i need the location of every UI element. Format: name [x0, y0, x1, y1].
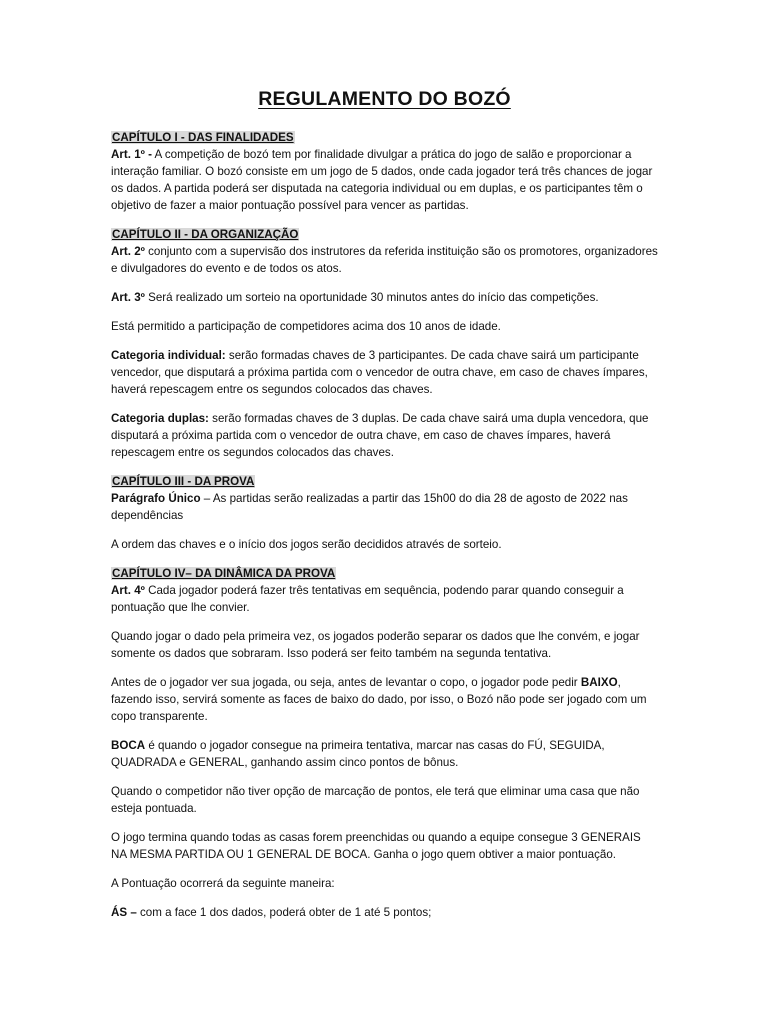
art-1-label: Art. 1º - — [111, 148, 152, 161]
chapter-4 — [111, 565, 658, 616]
chapter-3-heading: CAPÍTULO III - DA PROVA — [112, 475, 255, 488]
as-text: com a face 1 dos dados, poderá obter de 1 até 5 pontos; — [136, 906, 432, 919]
boca-text: é quando o jogador consegue na primeira tentativa, marcar nas casas do FÚ, SEGUIDA, QUADRADA e GENERAL, ganhando assim cinco pontos de bônus. — [111, 739, 605, 769]
art-3-paragraph — [111, 289, 658, 306]
doubles-category-text: serão formadas chaves de 3 duplas. De cada chave sairá uma dupla vencedora, que disputará a próxima partida com o vencedor de outra chave, em caso de chaves ímpares, haverá repescagem entre os segundos colocados das chaves. — [111, 412, 649, 459]
art-3-text: Será realizado um sorteio na oportunidade 30 minutos antes do início das competições. — [144, 291, 599, 304]
art-4-text: Cada jogador poderá fazer três tentativas em sequência, podendo parar quando conseguir a pontuação que lhe convier. — [111, 584, 624, 614]
document-body — [111, 129, 658, 921]
chapter-2-heading: CAPÍTULO II - DA ORGANIZAÇÃO — [112, 228, 299, 241]
chapter-4-heading: CAPÍTULO IV– DA DINÂMICA DA PROVA — [112, 567, 336, 580]
baixo-pre-text: Antes de o jogador ver sua jogada, ou seja, antes de levantar o copo, o jogador pode pedir — [111, 676, 581, 689]
art-3-label: Art. 3º — [111, 291, 145, 304]
sole-paragraph-text: – As partidas serão realizadas a partir das 15h00 do dia 28 de agosto de 2022 nas dependências — [111, 492, 628, 522]
dice-paragraph: Quando jogar o dado pela primeira vez, os jogados poderão separar os dados que lhe convém, e jogar somente os dados que sobraram. Isso poderá ser feito também na segunda tentativa. — [111, 630, 640, 660]
individual-category-label: Categoria individual: — [111, 349, 226, 362]
art-2-label: Art. 2º — [111, 245, 145, 258]
individual-category-paragraph — [111, 347, 658, 398]
chapter-3 — [111, 473, 658, 524]
chapter-2 — [111, 226, 658, 277]
age-paragraph: Está permitido a participação de competidores acima dos 10 anos de idade. — [111, 320, 501, 333]
boca-label: BOCA — [111, 739, 146, 752]
baixo-paragraph — [111, 674, 658, 725]
as-paragraph — [111, 904, 658, 921]
boca-paragraph — [111, 737, 658, 771]
game-end-paragraph: O jogo termina quando todas as casas forem preenchidas ou quando a equipe consegue 3 GENERAIS NA MESMA PARTIDA OU 1 GENERAL DE BOCA. Ganha o jogo quem obtiver a maior pontuação. — [111, 831, 641, 861]
art-4-label: Art. 4º — [111, 584, 145, 597]
art-2-text: conjunto com a supervisão dos instrutores da referida instituição são os promotores, organizadores e divulgadores do evento e de todos os atos. — [111, 245, 658, 275]
doubles-category-paragraph — [111, 410, 658, 461]
baixo-post-text: , fazendo isso, servirá somente as faces de baixo do dado, por isso, o Bozó não pode ser jogado com um copo transparente. — [111, 676, 647, 723]
individual-category-text: serão formadas chaves de 3 participantes. De cada chave sairá um participante vencedor, que disputará a próxima partida com o vencedor de outra chave, em caso de chaves ímpares, haverá repescagem entre os segundos colocados das chaves. — [111, 349, 648, 396]
doubles-category-label: Categoria duplas: — [111, 412, 209, 425]
sole-paragraph-label: Parágrafo Único — [111, 492, 201, 505]
eliminate-paragraph: Quando o competidor não tiver opção de marcação de pontos, ele terá que eliminar uma casa que não esteja pontuada. — [111, 785, 640, 815]
as-label: ÁS – — [111, 906, 137, 919]
chapter-1-heading: CAPÍTULO I - DAS FINALIDADES — [112, 131, 294, 144]
art-1-text: A competição de bozó tem por finalidade divulgar a prática do jogo de salão e proporcionar a interação familiar. O bozó consiste em um jogo de 5 dados, onde cada jogador terá três chances de jogar os dados. A partida poderá ser disputada na categoria individual ou em duplas, e os participantes têm o objetivo de fazer a maior pontuação possível para vencer as partidas. — [111, 148, 653, 212]
document-title: REGULAMENTO DO BOZÓ — [258, 88, 511, 110]
scoring-intro-paragraph: A Pontuação ocorrerá da seguinte maneira: — [111, 877, 335, 890]
chapter-1 — [111, 129, 658, 214]
order-paragraph: A ordem das chaves e o início dos jogos serão decididos através de sorteio. — [111, 538, 502, 551]
baixo-label: BAIXO — [580, 676, 618, 689]
